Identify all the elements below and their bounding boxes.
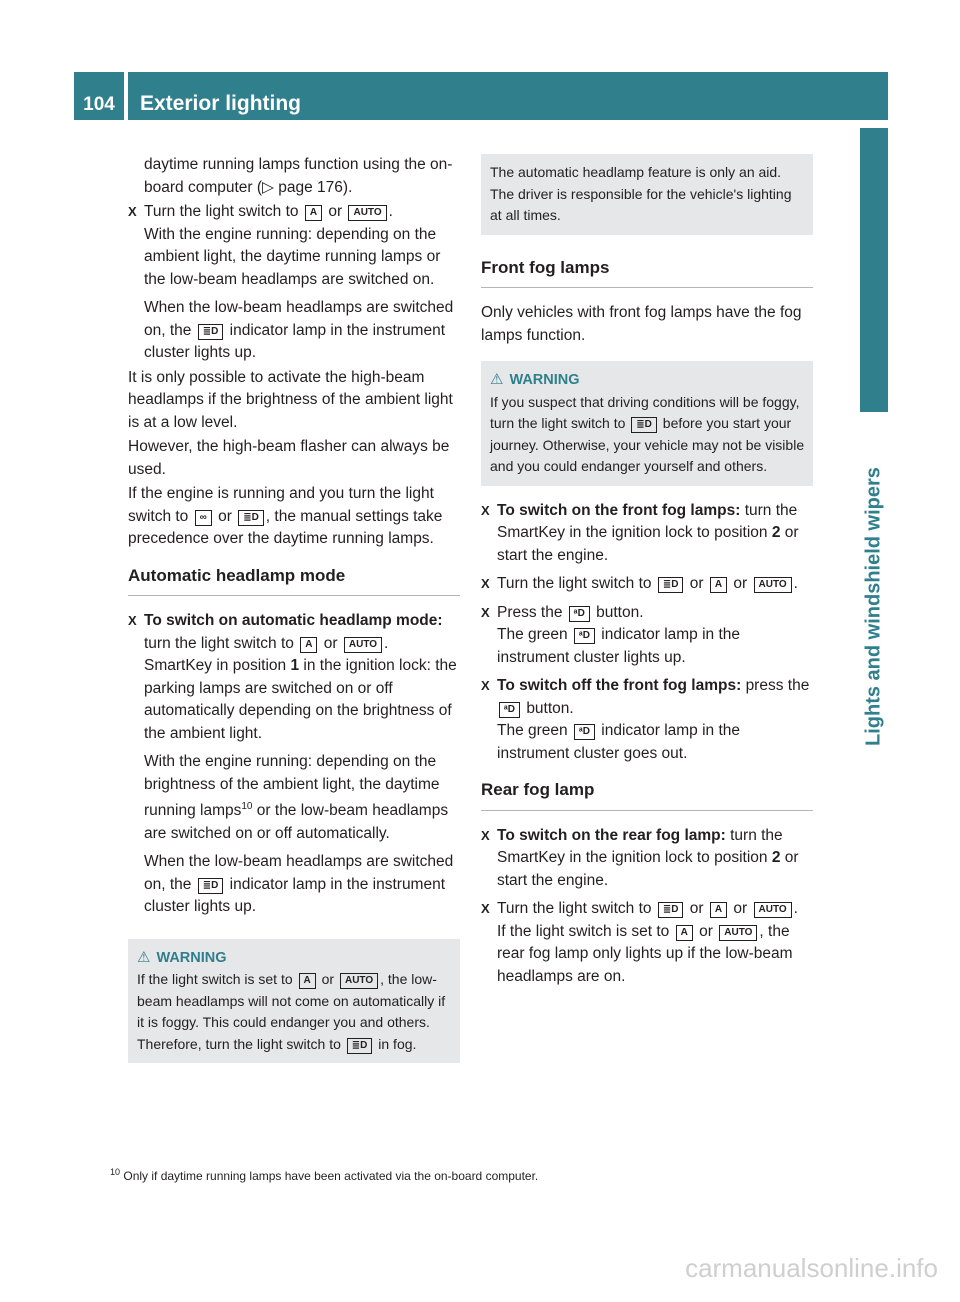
- step-arrow-icon: X: [481, 576, 490, 591]
- instruction-step: X To switch on automatic headlamp mode: turn the light switch to A or AUTO . SmartKey in position 1 in the ignition lock: the parking lamps are switched on or off automatically depending on the brightness of the ambient light. With the engine running: depending on the brightness of the ambient light, the daytime running lamps$^{10}$ or the low-beam headlamps are switched on or off automatically. When the low-beam headlamps are switched on, the ≣D indicator lamp in the instrument cluster lights up.: [128, 610, 460, 919]
- step-text: or: [328, 203, 343, 220]
- footnote-ref: 10: [241, 801, 253, 812]
- light-switch-a-icon: A: [299, 973, 316, 989]
- section-heading: Rear fog lamp: [481, 779, 813, 811]
- instruction-step: X To switch on the rear fog lamp: turn the SmartKey in the ignition lock to position 2 or start the engine.: [481, 826, 799, 889]
- fog-lamp-indicator-icon: ᵃD: [574, 724, 595, 740]
- low-beam-icon: ≣D: [347, 1038, 373, 1054]
- auto-icon: AUTO: [344, 637, 382, 653]
- step-arrow-icon: X: [481, 502, 490, 518]
- step-detail: If the light switch is set to A or AUTO , the rear fog lamp only lights up if the low-beam headlamps are on.: [497, 922, 793, 985]
- paragraph: daytime running lamps function using the on-board computer (▷ page 176).: [144, 156, 453, 196]
- warning-title: WARNING: [509, 372, 580, 388]
- light-switch-a-icon: A: [300, 637, 317, 653]
- warning-icon: ⚠: [137, 948, 151, 966]
- light-switch-a-icon: A: [710, 902, 727, 918]
- watermark: carmanualsonline.info: [685, 1253, 938, 1283]
- auto-icon: AUTO: [754, 902, 792, 918]
- section-heading: Automatic headlamp mode: [128, 565, 460, 597]
- low-beam-icon: ≣D: [198, 878, 224, 894]
- step-detail: SmartKey in position 1 in the ignition lock: the parking lamps are switched on or off automatically depending on the brightness of the ambient light.: [144, 657, 457, 742]
- right-column: [481, 154, 813, 990]
- step-arrow-icon: X: [481, 604, 490, 620]
- step-detail: When the low-beam headlamps are switched on, the ≣D indicator lamp in the instrument cluster lights up.: [144, 299, 454, 361]
- step-arrow-icon: X: [481, 678, 490, 693]
- low-beam-icon: ≣D: [658, 577, 684, 593]
- instruction-step: X Turn the light switch to ≣D or A or AUTO .: [481, 573, 813, 596]
- auto-icon: AUTO: [348, 205, 386, 221]
- paragraph: If the engine is running and you turn the light switch to ∞ or ≣D , the manual settings take precedence over the daytime running lamps.: [128, 485, 443, 547]
- auto-icon: AUTO: [340, 973, 378, 989]
- step-arrow-icon: X: [128, 613, 137, 628]
- low-beam-icon: ≣D: [658, 902, 684, 918]
- warning-box: ⚠ WARNING If the light switch is set to A or AUTO , the low-beam headlamps will not come on automatically if it is foggy. This could endanger you and others. Therefore, turn the light switch to ≣D in fog.: [128, 939, 460, 1064]
- instruction-step: X Press the ᵃD button. The green ᵃD indicator lamp in the instrument cluster lights up.: [481, 602, 813, 670]
- step-arrow-icon: X: [128, 204, 137, 219]
- light-switch-a-icon: A: [676, 925, 693, 941]
- instruction-step: X To switch on the front fog lamps: turn the SmartKey in the ignition lock to position 2 or start the engine.: [481, 501, 799, 564]
- fog-lamp-button-icon: ᵃD: [499, 702, 520, 718]
- side-tab-label: Lights and windshield wipers: [862, 467, 885, 746]
- paragraph: Only vehicles with front fog lamps have the fog lamps function.: [481, 304, 802, 344]
- paragraph: However, the high-beam flasher can always be used.: [128, 438, 450, 478]
- auto-icon: AUTO: [754, 577, 792, 593]
- fog-lamp-indicator-icon: ᵃD: [574, 628, 595, 644]
- parking-lamp-icon: ∞: [195, 510, 212, 526]
- auto-icon: AUTO: [719, 925, 757, 941]
- instruction-step: X To switch off the front fog lamps: press the ᵃD button. The green ᵃD indicator lamp in the instrument cluster goes out.: [481, 675, 813, 765]
- instruction-step: X Turn the light switch to ≣D or A or AUTO . If the light switch is set to A or AUTO , the rear fog lamp only lights up if the low-beam headlamps are on.: [481, 898, 813, 988]
- light-switch-a-icon: A: [710, 577, 727, 593]
- step-detail: The green ᵃD indicator lamp in the instrument cluster lights up.: [497, 626, 741, 666]
- step-detail: The green ᵃD indicator lamp in the instrument cluster goes out.: [497, 722, 741, 762]
- side-tab-block: [860, 128, 888, 412]
- light-switch-a-icon: A: [305, 205, 322, 221]
- instruction-step: X Turn the light switch to A or AUTO . With the engine running: depending on the ambient light, the daytime running lamps or the low-beam headlamps are switched on. When the low-beam headlamps are switched on, the ≣D indicator lamp in the instrument cluster lights up.: [128, 201, 460, 365]
- paragraph: It is only possible to activate the high-beam headlamps if the brightness of the ambient light is at a low level.: [128, 368, 453, 431]
- footnote: $^{10}$ Only if daytime running lamps have been activated via the on-board computer.: [110, 1167, 539, 1183]
- warning-title: WARNING: [156, 949, 227, 966]
- warning-box: ⚠ WARNING If you suspect that driving conditions will be foggy, turn the light switch to ≣D before you start your journey. Otherwise, your vehicle may not be visible and you could endanger yourself and others.: [481, 361, 813, 486]
- page-number: 104: [74, 72, 124, 120]
- left-column: [128, 154, 460, 1063]
- note-box: The automatic headlamp feature is only an aid. The driver is responsible for the vehicle's lighting at all times.: [481, 154, 813, 235]
- section-heading: Front fog lamps: [481, 257, 813, 289]
- low-beam-icon: ≣D: [198, 324, 224, 340]
- low-beam-icon: ≣D: [631, 417, 657, 433]
- fog-lamp-button-icon: ᵃD: [569, 606, 590, 622]
- low-beam-icon: ≣D: [238, 510, 264, 526]
- step-detail: With the engine running: depending on the ambient light, the daytime running lamps or the low-beam headlamps are switched on.: [144, 225, 441, 288]
- warning-icon: ⚠: [490, 371, 504, 388]
- page-title: Exterior lighting: [128, 72, 888, 120]
- step-arrow-icon: X: [481, 827, 490, 843]
- step-arrow-icon: X: [481, 901, 490, 916]
- step-detail: With the engine running: depending on the brightness of the ambient light, the daytime running lamps$^{10}$ or the low-beam headlamps are switched on or off automatically.: [144, 753, 449, 842]
- step-detail: When the low-beam headlamps are switched on, the ≣D indicator lamp in the instrument cluster lights up.: [144, 853, 454, 916]
- step-text: Turn the light switch to: [144, 203, 299, 220]
